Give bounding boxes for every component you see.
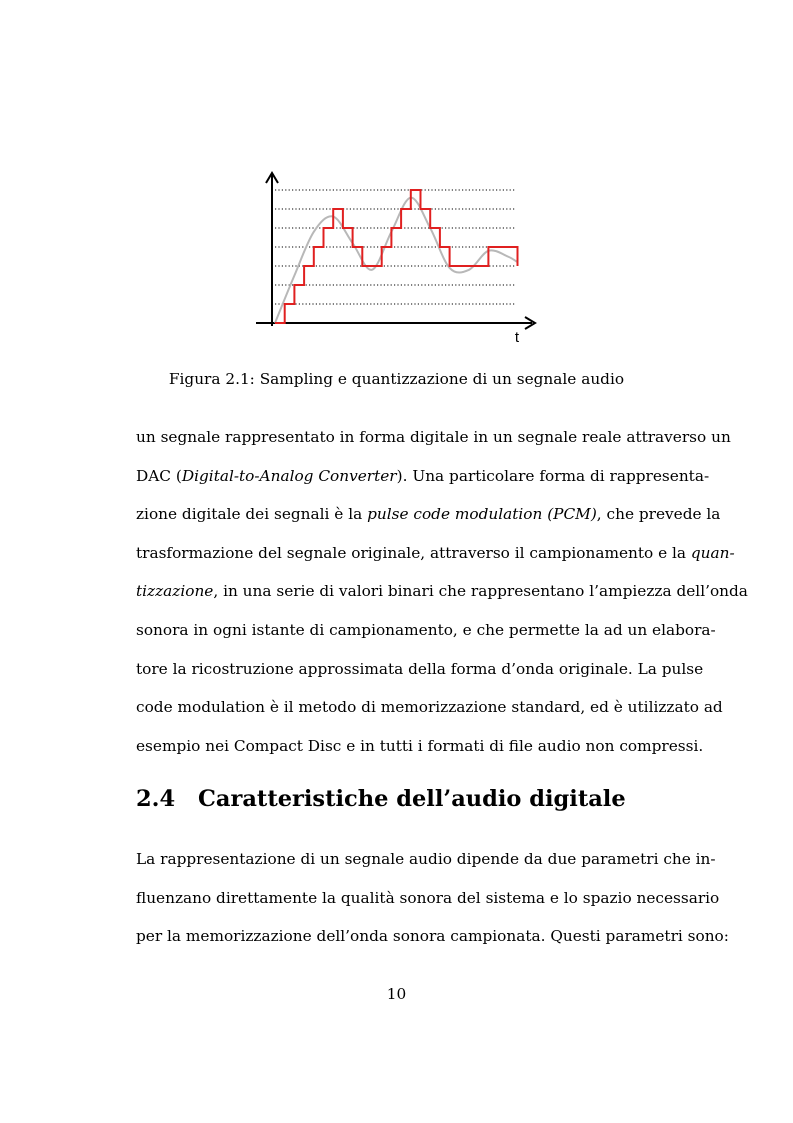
italic-term: tizzazione (136, 582, 214, 601)
text-line (136, 543, 735, 562)
text-line (136, 888, 720, 907)
text-line (136, 466, 710, 485)
text-run: zione digitale dei segnali è la (136, 505, 368, 524)
figure-caption: Figura 2.1: Sampling e quantizzazione di un segnale audio (168, 370, 625, 388)
text-run: tore la ricostruzione approssimata della forma d’onda originale. La pulse (136, 659, 704, 678)
text-line (136, 582, 748, 601)
text-run: esempio nei Compact Disc e in tutti i formati di file audio non compressi. (136, 736, 704, 755)
text-line (136, 621, 716, 639)
text-line (136, 505, 721, 524)
text-run: code modulation è il metodo di memorizzazione standard, ed è utilizzato ad (136, 698, 723, 717)
text-run: per la memorizzazione dell’onda sonora campionata. Questi parametri sono: (136, 927, 729, 946)
text-run: , che prevede la (596, 505, 721, 524)
italic-term: pulse code modulation (PCM) (367, 505, 597, 524)
text-run: fluenzano direttamente la qualità sonora del sistema e lo spazio necessario (136, 888, 720, 907)
analog-signal-curve (275, 198, 518, 323)
text-line (136, 927, 729, 946)
section-number: 2.4 (136, 786, 176, 812)
text-run: trasformazione del segnale originale, attraverso il campionamento e la (136, 543, 691, 562)
text-run: , in una serie di valori binari che rappresentano l’ampiezza dell’onda (213, 582, 748, 601)
text-line (136, 850, 716, 868)
text-run: La rappresentazione di un segnale audio dipende da due parametri che in- (136, 850, 716, 868)
text-line (136, 659, 704, 678)
axis-label-t: t (514, 329, 520, 346)
text-run: ). Una particolare forma di rappresenta- (396, 466, 710, 485)
section-title: Caratteristiche dell’audio digitale (198, 786, 626, 812)
text-line (136, 698, 723, 717)
sampling-chart (250, 170, 545, 345)
text-line (136, 736, 704, 755)
text-run: un segnale rappresentato in forma digitale in un segnale reale attraverso un (136, 428, 731, 446)
text-line (136, 428, 731, 446)
section-heading (136, 786, 626, 812)
italic-term: Digital-to-Analog Converter (181, 466, 397, 485)
sampling-figure (250, 170, 545, 345)
text-run: DAC ( (136, 466, 182, 485)
text-run: sonora in ogni istante di campionamento, e che permette la ad un elabora- (136, 621, 716, 639)
italic-term: quan- (690, 543, 735, 562)
page-number: 10 (386, 985, 407, 1003)
